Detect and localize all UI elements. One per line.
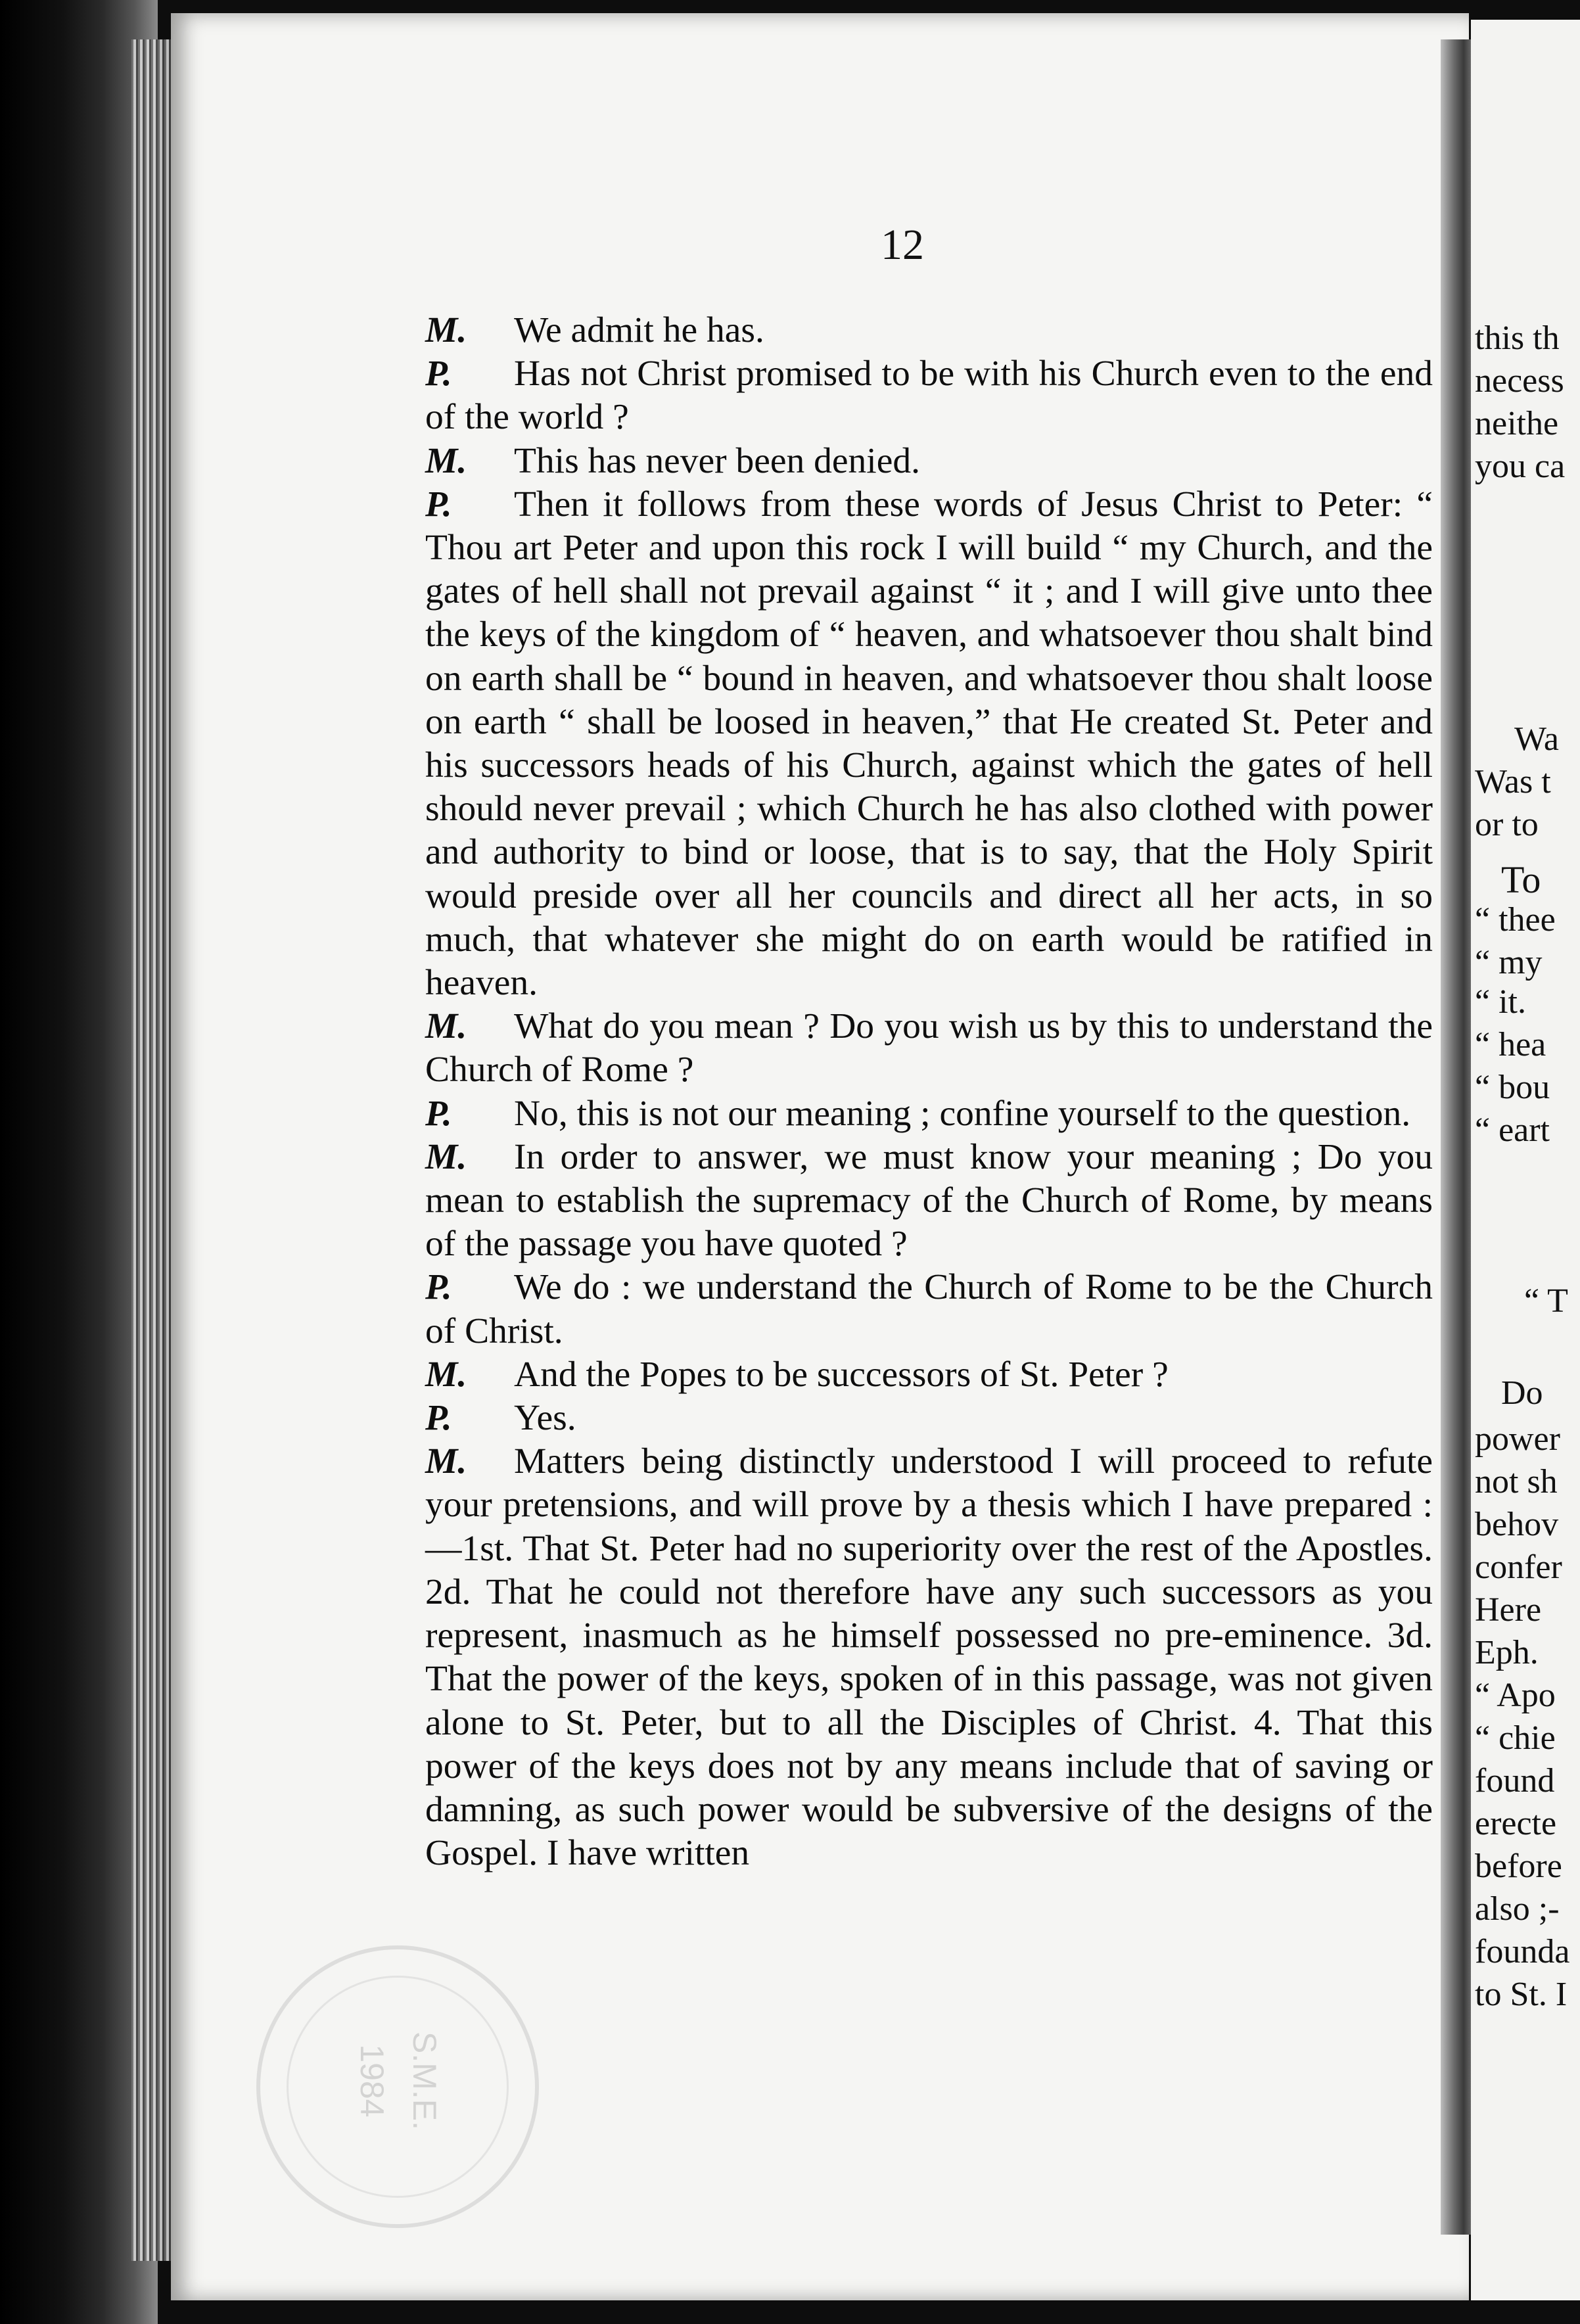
stamp-line: S.M.E. <box>406 2031 443 2131</box>
fragment-line: also ;- <box>1475 1890 1560 1928</box>
speaker-label: P. <box>425 354 452 394</box>
fragment-line: “ hea <box>1475 1026 1546 1063</box>
fragment-line: Here <box>1475 1591 1542 1629</box>
fragment-line: Was t <box>1475 763 1551 801</box>
fragment-line: you ca <box>1475 448 1566 485</box>
dialogue-text: Yes. <box>514 1398 576 1439</box>
fragment-line: confer <box>1475 1548 1562 1586</box>
dialogue-text: What do you mean ? Do you wish us by this to understand the Church of Rome ? <box>425 1006 1433 1090</box>
dialogue-line <box>378 1397 1433 1440</box>
stamp-text <box>346 2009 451 2153</box>
dialogue-text: Has not Christ promised to be with his Church even to the end of the world ? <box>425 354 1433 438</box>
fragment-line: “ my <box>1475 944 1543 981</box>
page-edges <box>131 39 171 2261</box>
fragment-line: this th <box>1475 319 1560 357</box>
fragment-line: “ it. <box>1475 983 1526 1021</box>
fragment-line: “ T <box>1524 1282 1568 1320</box>
stamp-line: 1984 <box>354 2044 390 2118</box>
dialogue-line <box>378 1092 1433 1136</box>
speaker-label: P. <box>425 1267 452 1308</box>
fragment-line: Do <box>1501 1374 1543 1412</box>
fragment-line: found <box>1475 1762 1555 1800</box>
fragment-line: to St. I <box>1475 1976 1568 2013</box>
library-stamp <box>256 1945 539 2228</box>
dialogue-line <box>378 352 1433 439</box>
dialogue-line <box>378 483 1433 1005</box>
fragment-line: “ Apo <box>1475 1677 1556 1714</box>
speaker-label: M. <box>425 1136 467 1177</box>
page-text <box>378 309 1433 1875</box>
fragment-line: neithe <box>1475 405 1559 442</box>
speaker-label: M. <box>425 1441 467 1482</box>
fragment-line: before <box>1475 1848 1562 1885</box>
dialogue-line <box>378 440 1433 483</box>
page-number: 12 <box>881 221 924 269</box>
speaker-label: P. <box>425 484 452 524</box>
fragment-line: necess <box>1475 362 1564 400</box>
speaker-label: M. <box>425 310 467 350</box>
fragment-line: or to <box>1475 806 1539 843</box>
dialogue-line <box>378 1440 1433 1875</box>
dialogue-text: This has never been denied. <box>514 440 920 481</box>
fragment-line: To <box>1501 858 1541 901</box>
speaker-label: P. <box>425 1398 452 1439</box>
dialogue-text: We do : we understand the Church of Rome to be the Church of Christ. <box>425 1267 1433 1351</box>
speaker-label: M. <box>425 1354 467 1395</box>
dialogue-line <box>378 1266 1433 1353</box>
fragment-line: “ chie <box>1475 1719 1556 1757</box>
fragment-line: not sh <box>1475 1463 1558 1500</box>
dialogue-line <box>378 1353 1433 1397</box>
fragment-line: behov <box>1475 1506 1559 1543</box>
fragment-line: “ bou <box>1475 1069 1550 1106</box>
fragment-line: “ thee <box>1475 901 1556 939</box>
fragment-line: founda <box>1475 1933 1570 1970</box>
dialogue-text: No, this is not our meaning ; confine yourself to the question. <box>514 1093 1411 1134</box>
dialogue-line <box>378 1005 1433 1092</box>
speaker-label: P. <box>425 1093 452 1134</box>
dialogue-text: Then it follows from these words of Jesus Christ to Peter: “ Thou art Peter and upon this rock I will build “ my Church, and the gates of hell shall not prevail against “ it ; and I will give unto thee the keys of the kingdom of “ heaven, and whatsoever thou shalt bind on earth shall be “ bound in heaven, and whatsoever thou shalt loose on earth “ shall be loosed in heaven,” that He created St. Peter and his successors heads of his Church, against which the gates of hell should never prevail ; which Church he has also clothed with power and authority to bind or loose, that is to say, that the Holy Spirit would preside over all her councils and direct all her acts, in so much, that whatever she might do on earth would be ratified in heaven. <box>425 484 1433 1004</box>
dialogue-text: We admit he has. <box>514 310 764 350</box>
fragment-line: power <box>1475 1420 1560 1458</box>
fragment-line: Eph. <box>1475 1634 1539 1671</box>
dialogue-text: Matters being distinctly understood I will proceed to refute your pretensions, and will prove by a thesis which I have prepared :—1st. That St. Peter had no superiority over the rest of the Apostles. 2d. That he could not therefore have any such successors as you represent, inasmuch as he himself possessed no pre-eminence. 3d. That the power of the keys, spoken of in this passage, was not given alone to St. Peter, but to all the Disciples of Christ. 4. That this power of the keys does not by any means include that of saving or damning, as such power would be subversive of the designs of the Gospel. I have written <box>425 1441 1433 1874</box>
speaker-label: M. <box>425 1006 467 1047</box>
dialogue-text: And the Popes to be successors of St. Peter ? <box>514 1354 1169 1395</box>
dialogue-text: In order to answer, we must know your meaning ; Do you mean to establish the supremacy of the Church of Rome, by means of the passage you have quoted ? <box>425 1136 1433 1265</box>
right-page-fragment <box>1471 20 1580 2300</box>
dialogue-line <box>378 309 1433 352</box>
fragment-line: Wa <box>1514 720 1559 758</box>
page-gutter-shadow <box>1441 39 1474 2235</box>
speaker-label: M. <box>425 440 467 481</box>
fragment-line: “ eart <box>1475 1111 1550 1149</box>
dialogue-line <box>378 1136 1433 1267</box>
fragment-line: erecte <box>1475 1805 1557 1842</box>
